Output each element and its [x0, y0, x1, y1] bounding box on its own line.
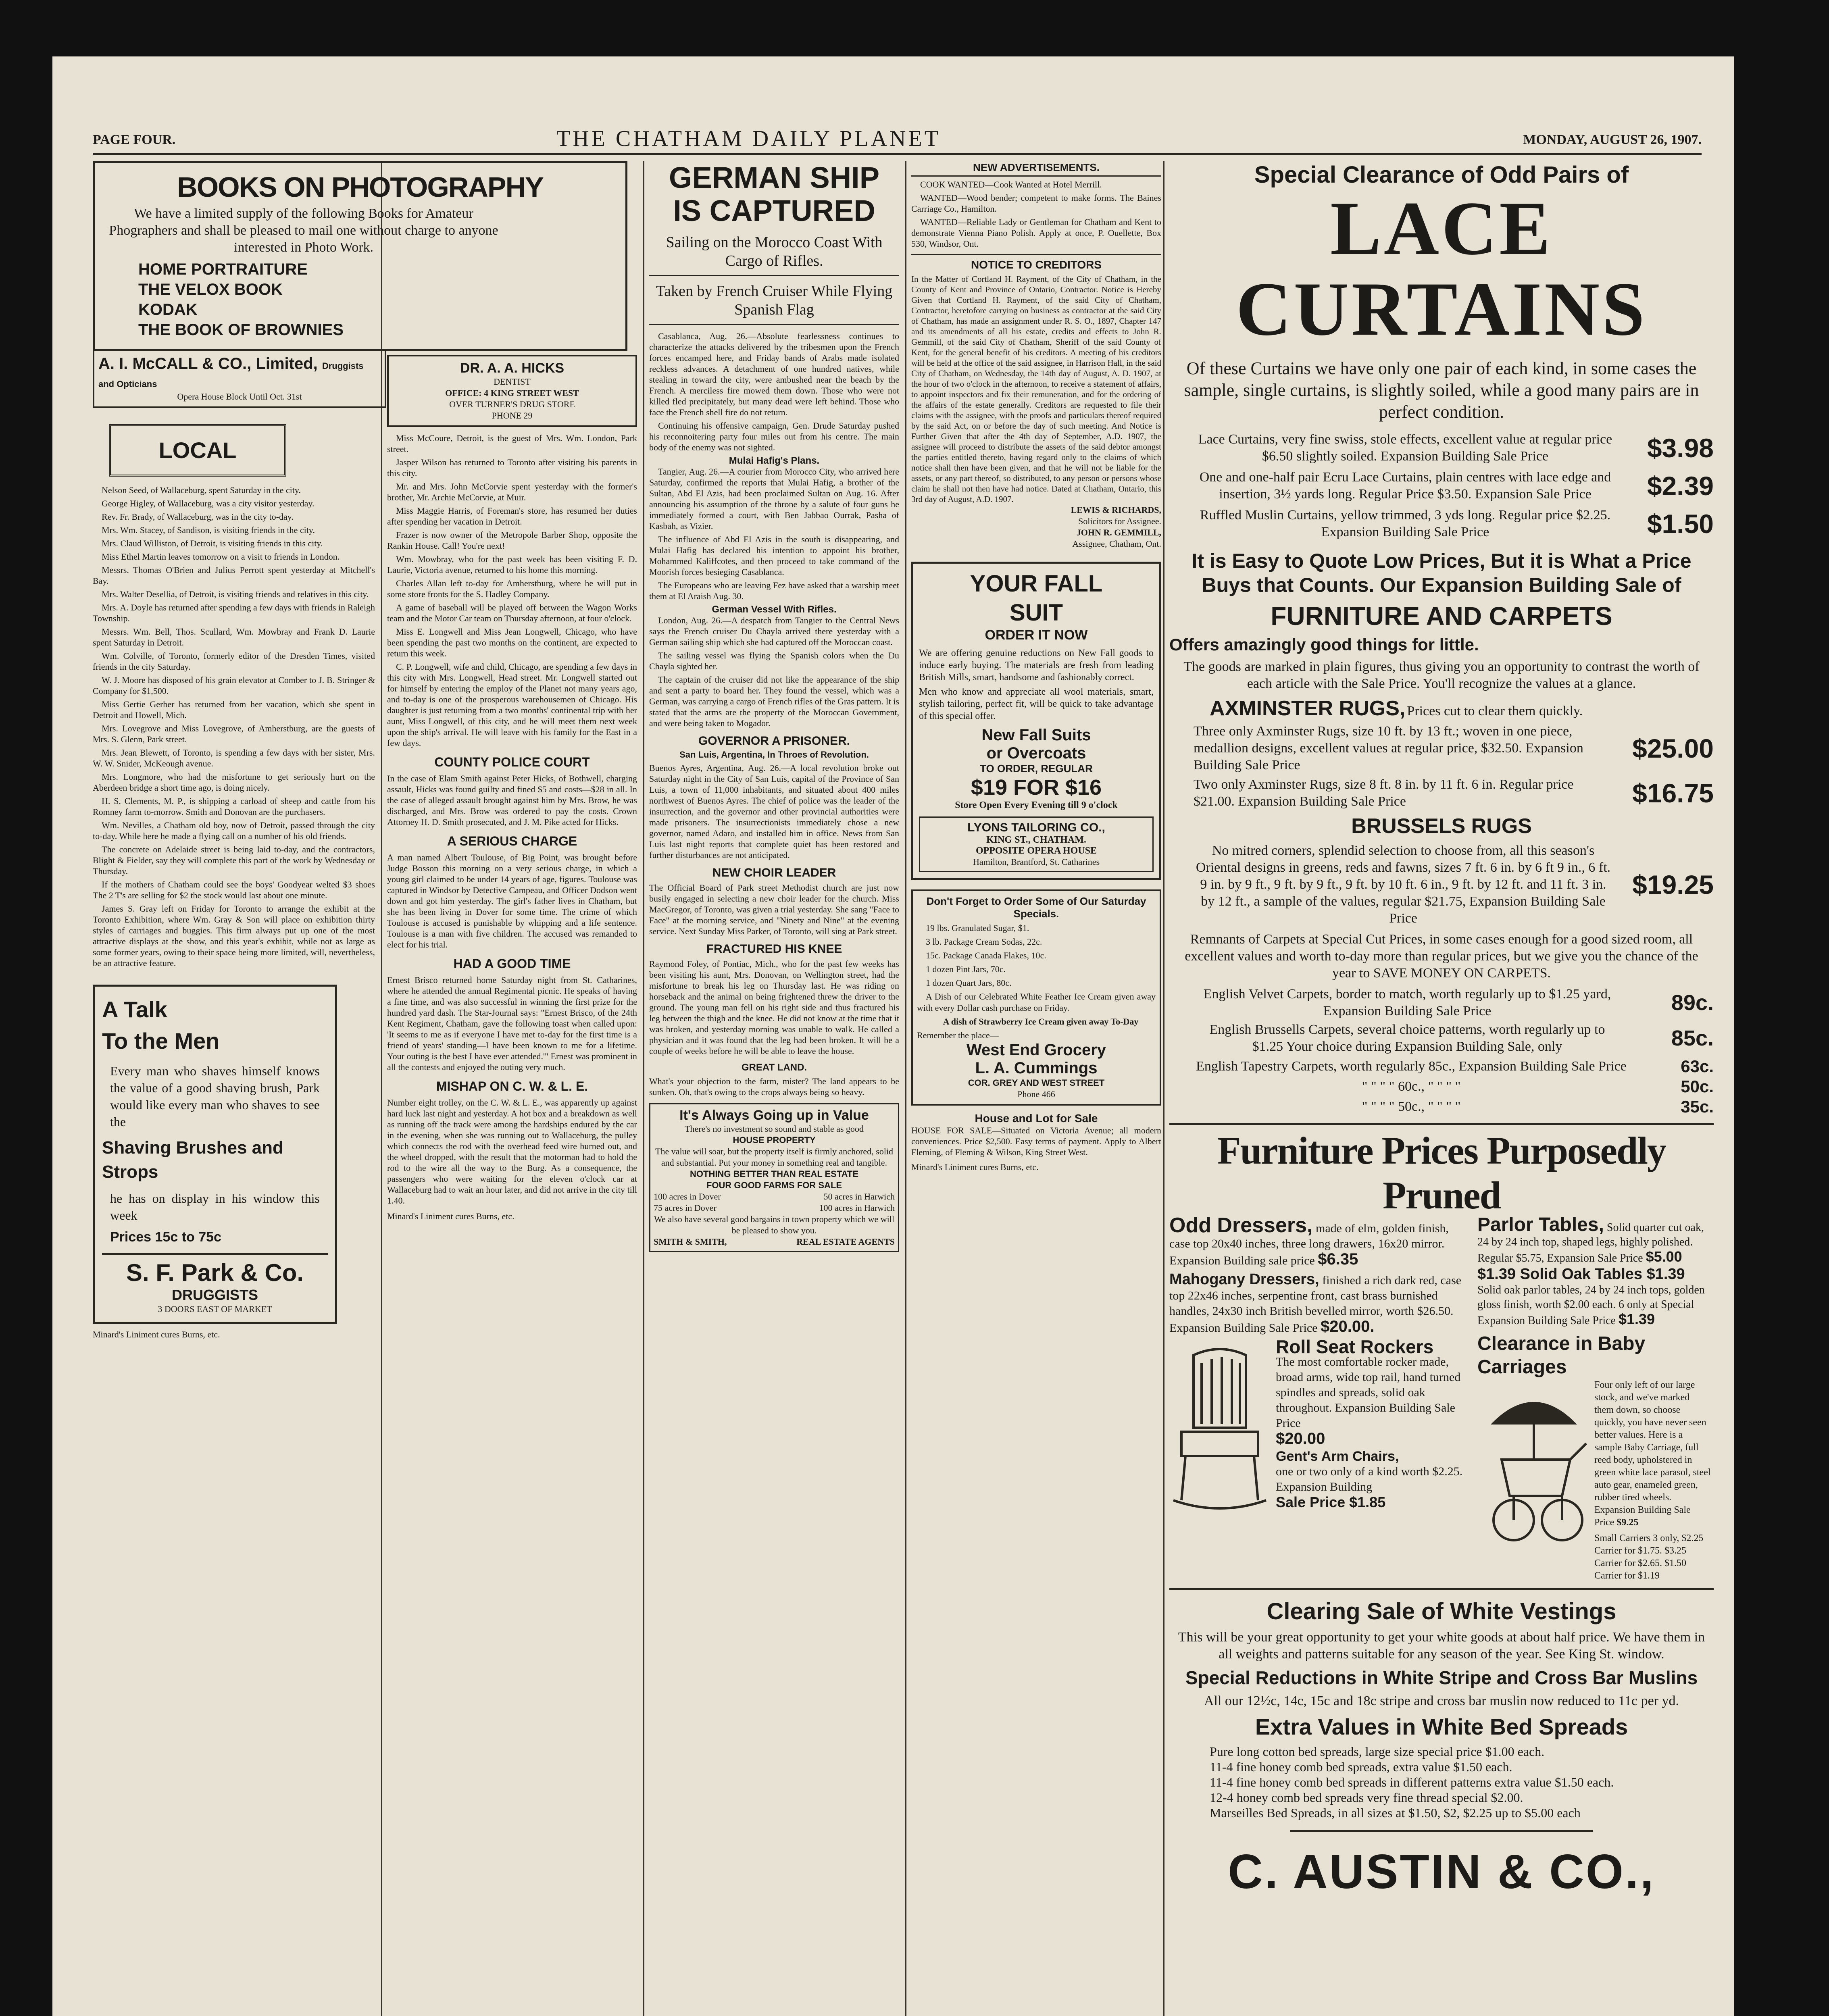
governor-sub: San Luis, Argentina, In Throes of Revolution. — [679, 750, 869, 760]
hicks-ad — [387, 355, 637, 427]
farm-listing: 50 acres in Harwich — [823, 1191, 895, 1202]
carriages-price: $9.25 — [1617, 1517, 1639, 1528]
grocery-item: 1 dozen Quart Jars, 80c. — [926, 978, 1012, 988]
governor-text: Buenos Ayres, Argentina, Aug. 26.—A local revolution broke out Saturday night in the City of San Luis, capital of the Province of San Luis, a town of 11,000 inhabitants, and situated about 400 miles northwest of Buenos Ayres. The chief of police was the leader of the insurrection, and the governor and other provincial authorities were made prisoners. The insurrectionists immediately chose a new governor, named Adaro, and installed him in office. News from San Luis last night reports that complete quiet has been restored and further disturbances are not anticipated. — [649, 763, 899, 860]
lace-item — [1194, 507, 1714, 541]
lace-item-price: $2.39 — [1647, 471, 1714, 501]
baby-carriage-illustration — [1477, 1379, 1590, 1548]
rug-item — [1194, 723, 1714, 774]
suit-ad-price: $19 FOR $16 — [971, 775, 1102, 800]
hicks-office: OFFICE: 4 KING STREET WEST — [445, 388, 579, 398]
article-subhead: German Vessel With Rifles. — [712, 604, 837, 615]
armchairs-desc: one or two only of a kind worth $2.25. Expansion Building — [1276, 1465, 1463, 1493]
vestings-heading: Clearing Sale of White Vestings — [1267, 1598, 1617, 1624]
article-paragraph: The Europeans who are leaving Fez have asked that a warship meet them at El Araish Aug. 30. — [649, 580, 899, 601]
real-estate-tag: NOTHING BETTER THAN REAL ESTATE — [690, 1169, 858, 1179]
carpet-item-desc: English Velvet Carpets, border to match, worth regularly up to $1.25 yard, Expansion Building Sale Price — [1203, 987, 1611, 1018]
furniture-carpets-heading: FURNITURE AND CARPETS — [1271, 602, 1612, 631]
local-item: H. S. Clements, M. P., is shipping a carload of sheep and cattle from his Romney farm to-morrow. Smith and Donovan are the purchasers. — [93, 796, 375, 817]
knee-text: Raymond Foley, of Pontiac, Mich., who for the past few weeks has been visiting his aunt, Mrs. Donovan, on Wellington street, had the misfortune to break his leg on Thursday last. He was riding on horseback and the animal on being frightened threw the driver to the ground. The young man fell on his right side and thus fractured his leg between the thigh and the knee. He did not know at the time that it was broken, and yesterday morning was unable to walk. He called a physician and it was found that the leg had been broken. It will be a couple of weeks before he will be able to leave the house. — [649, 959, 899, 1056]
serious-charge-text: A man named Albert Toulouse, of Big Point, was brought before Judge Bosson this morning on a very serious charge, in which a young girl claimed to be under 14 years of age, figures. Toulouse was captured in Windsor by Detective Campeau, and Officer Dodson went down and got him yesterday. The girl's father lives in Chatham, but she has been living in Dover for some time. The crime of which Toulouse is accused is punishable by whipping and a life sentence. Toulouse is a man with five children. The accused was remanded to elect for his trial. — [387, 852, 637, 950]
dressers-heading: Odd Dressers, — [1169, 1214, 1313, 1237]
local-item: Wm. Mowbray, who for the past week has been visiting F. D. Laurie, Victoria avenue, returned to his home this morning. — [387, 554, 637, 575]
lace-item-price: $1.50 — [1647, 509, 1714, 539]
rug-item-desc: Three only Axminster Rugs, size 10 ft. by 13 ft.; woven in one piece, medallion designs, excellent values at regular price, $32.50. Expansion Building Sale Price — [1194, 724, 1583, 773]
mishap-heading: MISHAP ON C. W. & L. E. — [436, 1079, 588, 1093]
local-item: Messrs. Thomas O'Brien and Julius Perrott spent yesterday at Mitchell's Bay. — [93, 565, 375, 586]
suit-ad-title3: ORDER IT NOW — [985, 627, 1088, 643]
carpet-item — [1194, 986, 1714, 1020]
mccall-store-kind: Druggists and Opticians — [98, 361, 364, 389]
column-rule — [905, 161, 906, 2016]
lace-item-price: $3.98 — [1647, 433, 1714, 463]
furniture-right — [1477, 1214, 1711, 1582]
lace-item — [1194, 431, 1714, 465]
fall-suit-ad — [911, 562, 1161, 880]
parlor-heading: Parlor Tables, — [1477, 1214, 1604, 1235]
local-item: Miss Maggie Harris, of Foreman's store, has resumed her duties after spending her vacation in Detroit. — [387, 506, 637, 527]
column-rule — [381, 161, 382, 2016]
local-item: Wm. Colville, of Toronto, formerly editor of the Dresden Times, visited friends in the city Saturday. — [93, 651, 375, 672]
column-rule — [643, 161, 644, 2016]
spread-item: Pure long cotton bed spreads, large size special price $1.00 each. — [1210, 1744, 1545, 1759]
article-paragraph: Tangier, Aug. 26.—A courier from Morocco City, who arrived here Saturday, confirmed the reports that Mulai Hafig, a brother of the Sultan, Abd El Azis, had been proclaimed Sultan on Aug. 16. After announcing his assumption of the throne by a salute of four guns he immediately formed a court, with Ben Jabbao Ourrak, Pasha of Kasbah, as Vizier. — [649, 467, 899, 531]
book-title: THE BOOK OF BROWNIES — [138, 321, 344, 339]
great-land-text: What's your objection to the farm, mister? The land appears to be sunken. Oh, that's owing to the crops always being so heavy. — [649, 1076, 899, 1097]
carpet-item — [1194, 1021, 1714, 1055]
real-estate-ad — [649, 1103, 899, 1252]
local-item: Wm. Nevilles, a Chatham old boy, now of Detroit, passed through the city to-day. While here he made a flying call on a number of his old friends. — [93, 820, 375, 841]
talk-ad-subtitle: To the Men — [102, 1028, 220, 1054]
real-estate-heading: It's Always Going up in Value — [679, 1108, 869, 1123]
grocery-store2: L. A. Cummings — [975, 1059, 1098, 1077]
german-ship-title2: IS CAPTURED — [673, 194, 875, 227]
mahogany-desc: finished a rich dark red, case top 22x46 inches, serpentine front, cast brass burnished handles, 24x30 inch British bevelled mirror, worth $26.50. Expansion Building Sale Price — [1169, 1274, 1462, 1335]
muslins-heading: Special Reductions in White Stripe and Cross Bar Muslins — [1185, 1667, 1698, 1688]
column-3 — [649, 161, 899, 2016]
armchairs-heading: Gent's Arm Chairs, — [1276, 1449, 1399, 1464]
mccall-footer — [93, 351, 386, 408]
police-court-text: In the case of Elam Smith against Peter Hicks, of Bothwell, charging assault, Hicks was found guilty and fined $5 and costs—$28 in all. In the case of alleged assault brought against him by Mrs. Brow, he was discharged, and Mrs. Brow was ordered to pay the costs. Crown Attorney H. D. Smith prosecuted, and J. M. Pike acted for Hicks. — [387, 773, 637, 827]
real-estate-firm: SMITH & SMITH, — [654, 1237, 727, 1247]
local-item: If the mothers of Chatham could see the boys' Goodyear welted $3 shoes The 2 T's are selling for $2 the stock would last about one minute. — [93, 879, 375, 900]
book-title: KODAK — [138, 301, 198, 319]
book-title: HOME PORTRAITURE — [138, 260, 308, 278]
spreads-heading: Extra Values in White Bed Spreads — [1255, 1714, 1628, 1739]
park-store-location: 3 DOORS EAST OF MARKET — [158, 1304, 272, 1314]
grocery-item: 19 lbs. Granulated Sugar, $1. — [926, 923, 1029, 933]
col2-local — [387, 433, 637, 748]
local-item: The concrete on Adelaide street is being laid to-day, and the contractors, Blight & Fielder, say they will complete this part of the work by Wednesday or Thursday. — [93, 844, 375, 876]
carpet-item-desc: " " " " 50c., " " " " — [1362, 1099, 1461, 1114]
rug-item — [1194, 776, 1714, 810]
spread-item: 11-4 fine honey comb bed spreads in different patterns extra value $1.50 each. — [1210, 1775, 1614, 1789]
local-item: Mr. and Mrs. John McCorvie spent yesterday with the former's brother, Mr. Archie McCorvie, at Muir. — [387, 481, 637, 502]
local-item: Jasper Wilson has returned to Toronto after visiting his parents in this city. — [387, 457, 637, 478]
lace-item-desc: One and one-half pair Ecru Lace Curtains, plain centres with lace edge and insertion, 3½ yards long. Regular Price $3.50. Expansion Sale Price — [1199, 470, 1611, 502]
article-subhead: Mulai Hafig's Plans. — [729, 455, 820, 466]
axminster-heading: AXMINSTER RUGS, — [1210, 697, 1406, 720]
suit-ad-offer2: or Overcoats — [986, 744, 1086, 762]
local-item: Mrs. Claud Williston, of Detroit, is visiting friends in this city. — [102, 538, 323, 548]
creditors-sig2: JOHN R. GEMMILL, — [1076, 527, 1161, 537]
spread-item: 11-4 fine honey comb bed spreads, extra value $1.50 each. — [1210, 1760, 1512, 1774]
real-estate-label: HOUSE PROPERTY — [733, 1135, 816, 1145]
german-ship-body — [649, 331, 899, 729]
parlor-price: $5.00 — [1646, 1248, 1682, 1265]
local-item: Miss E. Longwell and Miss Jean Longwell, Chicago, who have been spending the past two months on the continent, are expected to return this week. — [387, 627, 637, 658]
column-rule — [1163, 161, 1164, 2016]
brussels-heading: BRUSSELS RUGS — [1351, 814, 1532, 838]
carpet-item-price: 63c. — [1681, 1057, 1714, 1076]
minards-notice: Minard's Liniment cures Burns, etc. — [911, 1162, 1039, 1172]
page-number: PAGE FOUR. — [93, 132, 176, 147]
carpet-item — [1169, 1077, 1714, 1096]
local-item: Mrs. Wm. Stacey, of Sandison, is visiting friends in the city. — [102, 525, 315, 535]
suit-ad-title: YOUR FALL — [970, 571, 1103, 597]
german-ship-sub1: Sailing on the Morocco Coast With Cargo of Rifles. — [649, 233, 899, 276]
great-land-heading: GREAT LAND. — [741, 1062, 807, 1073]
grocery-remember: Remember the place— — [917, 1030, 999, 1040]
lyons-opp: OPPOSITE OPERA HOUSE — [975, 846, 1097, 856]
lace-intro: Of these Curtains we have only one pair of each kind, in some cases the sample, single curtains, is slightly soiled, while a good many pairs are in perfect condition. — [1184, 358, 1699, 422]
furniture-grid — [1169, 1214, 1714, 1582]
lyons-firm: LYONS TAILORING CO., — [967, 821, 1105, 834]
choir-text: The Official Board of Park street Methodist church are just now busily engaged in selecting a new choir leader for the church. Miss MacGregor, of Toronto, was given a trial yesterday. She sang "Face to Face" at the morning service, and "Ninety and Nine" at the evening service. Next Sunday Miss Parker, of Toronto, will sing at Park street. — [649, 883, 899, 936]
offers-line: Offers amazingly good things for little. — [1169, 635, 1479, 654]
local-item: George Higley, of Wallaceburg, was a city visitor yesterday. — [102, 498, 315, 508]
local-item: Mrs. Jean Blewett, of Toronto, is spending a few days with her sister, Mrs. W. W. Snider, McKeough avenue. — [93, 748, 375, 768]
books-ad-intro: We have a limited supply of the following Books for Amateur Phographers and shall be pleased to mail one without charge to anyone interested in Photo Work. — [109, 206, 498, 255]
local-heading: LOCAL — [109, 424, 286, 477]
local-item: Miss Gertie Gerber has returned from her vacation, which she spent in Detroit and Howell, Mich. — [93, 699, 375, 720]
books-ad — [93, 161, 627, 351]
furniture-prices-title: Furniture Prices Purposedly Pruned — [1217, 1129, 1666, 1217]
parlor-desc: Solid quarter cut oak, 24 by 24 inch top, shaped legs, highly polished. Regular $5.75, Expansion Sale Price — [1477, 1221, 1704, 1264]
books-ad-title: BOOKS ON PHOTOGRAPHY — [177, 171, 543, 203]
talk-to-men-ad — [93, 985, 337, 1324]
creditors-sig1: LEWIS & RICHARDS, — [1071, 505, 1161, 515]
classified-ad: WANTED—Wood bender; competent to make forms. The Baines Carriage Co., Hamilton. — [911, 193, 1161, 214]
carpet-item — [1169, 1057, 1714, 1076]
masthead — [93, 109, 1702, 155]
axminster-note: Prices cut to clear them quickly. — [1407, 704, 1583, 719]
carpet-item-desc: " " " " 60c., " " " " — [1362, 1079, 1461, 1094]
carpet-item-desc: English Tapestry Carpets, worth regularly 85c., Expansion Building Sale Price — [1196, 1059, 1627, 1074]
lace-heading: Special Clearance of Odd Pairs of — [1254, 162, 1629, 188]
article-paragraph: The captain of the cruiser did not like the appearance of the ship and sent a party to board her. They found the vessel, which was a German, was carrying a cargo of French rifles of the Gras pattern. It is stated that the arms are the property of the Moroccan Government, and were being taken to Mogador. — [649, 675, 899, 728]
grocery-item: A dish of Strawberry Ice Cream given away To-Day — [943, 1016, 1139, 1027]
lace-item — [1194, 469, 1714, 503]
house-sale-heading: House and Lot for Sale — [975, 1112, 1098, 1125]
article-paragraph: The sailing vessel was flying the Spanish colors when the Du Chayla sighted her. — [649, 650, 899, 671]
local-item: W. J. Moore has disposed of his grain elevator at Comber to J. B. Stringer & Company for $1,500. — [93, 675, 375, 696]
department-store-ad — [1169, 161, 1714, 2016]
german-ship-headline — [649, 161, 899, 227]
carriages-heading: Clearance in Baby Carriages — [1477, 1333, 1646, 1378]
carriages-desc: Four only left of our large stock, and we've marked them down, so choose quickly, you have never seen better values. Here is a sample Baby Carriage, full reed body, upholstered in green white lace parasol, steel auto gear, enameled green, rubber tired wheels. Expansion Building Sale Price — [1594, 1380, 1711, 1528]
rug-item-desc: Two only Axminster Rugs, size 8 ft. 8 in. by 11 ft. 6 in. Regular price $21.00. Expansion Building Sale Price — [1194, 777, 1574, 809]
minards-notice: Minard's Liniment cures Burns, etc. — [387, 1211, 515, 1221]
local-item: Mrs. A. Doyle has returned after spending a few days with friends in Raleigh Township. — [93, 602, 375, 623]
suit-ad-offer1: New Fall Suits — [981, 726, 1091, 744]
newspaper-page — [52, 56, 1734, 2016]
rockers-desc: The most comfortable rocker made, broad arms, wide top rail, hand turned spindles and spreads, solid oak throughout. Expansion Building Sale Price — [1276, 1355, 1461, 1430]
mccall-store-name: A. I. McCALL & CO., Limited, — [98, 355, 318, 373]
armchairs-price: Sale Price $1.85 — [1276, 1494, 1386, 1510]
spread-item: 12-4 honey comb bed spreads very fine thread special $2.00. — [1210, 1790, 1523, 1805]
local-item: Messrs. Wm. Bell, Thos. Scullard, Wm. Mowbray and Frank D. Laurie spent Saturday in Detroit. — [93, 627, 375, 648]
creditors-sig2b: Assignee, Chatham, Ont. — [1072, 539, 1161, 549]
talk-ad-body: Every man who shaves himself knows the value of a good shaving brush, Park would like every man who shaves to see the — [110, 1064, 320, 1129]
local-item: Nelson Seed, of Wallaceburg, spent Saturday in the city. — [102, 485, 301, 495]
minards-notice: Minard's Liniment cures Burns, etc. — [93, 1329, 220, 1339]
grocery-ad — [911, 889, 1161, 1106]
hicks-over: OVER TURNER'S DRUG STORE — [449, 399, 575, 409]
suit-ad-p2: Men who know and appreciate all wool materials, smart, stylish tailoring, perfect fit, will be quick to take advantage of this special offer. — [919, 687, 1154, 721]
suit-ad-title2: SUIT — [1009, 600, 1063, 626]
local-item: A game of baseball will be played off between the Wagon Works team and the Motor Car team on Thursday afternoon, at four o'clock. — [387, 602, 637, 623]
hicks-phone: PHONE 29 — [492, 410, 533, 421]
house-sale-text: HOUSE FOR SALE—Situated on Victoria Avenue; all modern conveniences. Price $2,500. Easy terms of payment. Apply to Albert Fleming, of Fleming & Wilson, King Street West. — [911, 1125, 1161, 1157]
local-item: Miss McCoure, Detroit, is the guest of Mrs. Wm. London, Park street. — [387, 433, 637, 454]
talk-ad-feature: Shaving Brushes and Strops — [102, 1138, 283, 1182]
lyons-branches: Hamilton, Brantford, St. Catharines — [973, 857, 1100, 867]
local-news — [93, 485, 375, 968]
article-paragraph: London, Aug. 26.—A despatch from Tangier to the Central News says the French cruiser Du Chayla arrived there yesterday with a German sailing ship which she had captured off the Moroccan coast. — [649, 615, 899, 647]
oak-tables-price: $1.39 — [1618, 1311, 1655, 1327]
rocker-illustration — [1169, 1339, 1270, 1524]
hicks-title: DENTIST — [494, 377, 531, 387]
lace-item-desc: Ruffled Muslin Curtains, yellow trimmed, 3 yds long. Regular price $2.25. Expansion Building Sale Price — [1200, 508, 1611, 539]
dressers-price: $6.35 — [1318, 1250, 1358, 1268]
talk-ad-body2: he has on display in his window this week — [110, 1191, 320, 1223]
goods-note: The goods are marked in plain figures, thus giving you an opportunity to contrast the worth of each article with the Sale Price. You'll recognize the values at a glance. — [1183, 659, 1700, 691]
real-estate-firm-kind: REAL ESTATE AGENTS — [796, 1237, 895, 1247]
spread-item: Marseilles Bed Spreads, in all sizes at $1.50, $2, $2.25 up to $5.00 each — [1210, 1806, 1581, 1820]
farm-listing: 100 acres in Dover — [654, 1191, 721, 1202]
suit-ad-offer3: TO ORDER, REGULAR — [980, 762, 1093, 775]
park-store-kind: DRUGGISTS — [171, 1287, 258, 1303]
dressers-desc: made of elm, golden finish, case top 20x40 inches, three long drawers, 16x20 mirror. Expansion Building sale price — [1169, 1222, 1449, 1267]
local-item: Mrs. Walter Desellia, of Detroit, is visiting friends and relatives in this city. — [102, 589, 369, 599]
carpet-item — [1169, 1097, 1714, 1116]
article-paragraph: The influence of Abd El Azis in the south is disappearing, and Mulai Hafig has declared his intention to appoint his brother, Mohammed Kaliffcotes, and then proceed to take command of the Moorish forces besieging Casablanca. — [649, 534, 899, 577]
carpet-item-price: 50c. — [1681, 1077, 1714, 1096]
local-item: Charles Allan left to-day for Amherstburg, where he will put in some store fronts for the S. Hadley Company. — [387, 578, 637, 599]
oak-tables-line: $1.39 Solid Oak Tables $1.39 — [1477, 1266, 1685, 1283]
talk-ad-title: A Talk — [102, 997, 167, 1022]
local-item: Frazer is now owner of the Metropole Barber Shop, opposite the Rankin House. Call! You're next! — [387, 530, 637, 551]
carpet-item-price: 85c. — [1671, 1026, 1714, 1050]
serious-charge-heading: A SERIOUS CHARGE — [447, 834, 577, 848]
grocery-addr: COR. GREY AND WEST STREET — [968, 1078, 1105, 1088]
creditors-sig1b: Solicitors for Assignee. — [1078, 516, 1161, 526]
local-item: C. P. Longwell, wife and child, Chicago, are spending a few days in this city with Mrs. Longwell, Head street. Mr. Longwell started out for himself by entering the employ of the Planet not many years ago, and to-day is one of the prosperous warehousemen of Chicago. His daughter is just returning from a two months' continental trip with her aunt, Miss Longwell, of this city, and he will meet them next week upon the ship's arrival. He will leave with his family for the East in a few days. — [387, 662, 637, 748]
knee-heading: FRACTURED HIS KNEE — [706, 942, 842, 956]
suit-ad-hours: Store Open Every Evening till 9 o'clock — [955, 800, 1118, 810]
books-ad-titles — [138, 259, 618, 340]
talk-ad-prices: Prices 15c to 75c — [110, 1229, 221, 1245]
mccall-store-note: Opera House Block Until Oct. 31st — [177, 392, 302, 402]
new-ads-list — [911, 179, 1161, 249]
classified-ad: COOK WANTED—Cook Wanted at Hotel Merrill. — [920, 179, 1102, 190]
local-item: Rev. Fr. Brady, of Wallaceburg, was in the city to-day. — [102, 512, 294, 522]
good-time-text: Ernest Brisco returned home Saturday night from St. Catharines, where he attended the annual Regimental picnic. He speaks of having a fine time, and was also successful in winning the first prize for the hundred yard dash. The Star-Journal says: "Ernest Brisco, of the 24th Kent Regiment, Chatham, gave the following toast when called upon: 'It seems to me as if everyone I have met to-day for the first time is a friend of years' standing—I have been known to me for a lifetime. Your outing is the best I have ever attended.'" Ernest was prominent in all the contests and enjoyed the outing very much. — [387, 975, 637, 1072]
column-2 — [387, 355, 637, 2016]
creditors-text: In the Matter of Cortland H. Rayment, of the City of Chatham, in the County of Kent and Province of Ontario, Contractor. Notice is Hereby Given that Cortland H. Rayment, of the said City of Chatham, Contractor, heretofore carrying on business as contractor at the said City of Chatham, has made an assignment under R. S. O., 1897, Chapter 147 and its amendments of all his estate, credits and effects to John R. Gemmill, of the said City of Chatham, Sheriff of the said County of Kent, for the general benefit of his creditors. A meeting of his creditors will be held at the office of the said assignee, in Harrison Hall, in the said City of Chatham, on Wednesday, the 14th day of August, A. D. 1907, at the hour of two o'clock in the afternoon, to receive a statement of affairs, to appoint inspectors and fix their remuneration, and for the ordering of the affairs of the estate generally. Creditors are requested to file their claims with the assignee, with the proofs and particulars thereof required by the said Act, on or before the day of such meeting. And Notice is Further Given that after the 4th day of September, A.D. 1907, the assignee will proceed to distribute the assets of the said debtor amongst the parties entitled thereto, having regard only to the claims of which notice shall then have been given, and that he will not be liable for the assets, or any part thereof, so distributed, to any person or persons whose claim he shall not then have had notice. Dated at Chatham, Ontario, this 3rd day of August, A.D. 1907. — [911, 274, 1161, 504]
newspaper-title: THE CHATHAM DAILY PLANET — [556, 126, 941, 151]
real-estate-note: We also have several good bargains in town property which we will be pleased to show you. — [654, 1214, 894, 1235]
classified-ad: WANTED—Reliable Lady or Gentleman for Chatham and Kent to demonstrate Vienna Piano Polish. Apply at once, P. Ouellette, Box 530, Windsor, Ont. — [911, 217, 1161, 249]
rockers-heading: Roll Seat Rockers — [1276, 1336, 1434, 1357]
mishap-text: Number eight trolley, on the C. W. & L. E., was apparently up against hard luck last night and yesterday. A hot box and a breakdown as well as running off the track were among the hardships endured by the car in the evening, when she was running out to Wallaceburg, the pulley which connects the rod with the overhead feed wire burned out, and the wheel dropped, with the result that the motorman had to hold the rod to the wire all the way to the Burg. As a consequence, the passengers who were waiting for the eleven o'clock car at Wallaceburg had to wait an hour later, and did not arrive in the city till 1.40. — [387, 1098, 637, 1206]
lyons-addr: KING ST., CHATHAM. — [986, 835, 1086, 845]
grocery-item: 3 lb. Package Cream Sodas, 22c. — [926, 937, 1042, 947]
austin-store-name: C. AUSTIN & CO., — [1228, 1845, 1655, 1899]
furniture-left — [1169, 1214, 1468, 1582]
carpet-item-price: 89c. — [1671, 991, 1714, 1015]
book-title: THE VELOX BOOK — [138, 281, 283, 298]
brussels-price: $19.25 — [1632, 870, 1714, 900]
new-ads-heading: NEW ADVERTISEMENTS. — [911, 161, 1161, 177]
local-item: Miss Ethel Martin leaves tomorrow on a visit to friends in London. — [102, 552, 340, 562]
mahogany-price: $20.00. — [1320, 1318, 1375, 1335]
farm-listing: 100 acres in Harwich — [819, 1203, 895, 1213]
grocery-item: 15c. Package Canada Flakes, 10c. — [926, 950, 1046, 960]
grocery-store1: West End Grocery — [966, 1041, 1106, 1059]
carpet-item-desc: English Brussells Carpets, several choice patterns, worth regularly up to $1.25 Your choice during Expansion Building Sale, only — [1209, 1022, 1605, 1054]
remnants-note: Remnants of Carpets at Special Cut Prices, in some cases enough for a good sized room, all excellent values and worth to-day more than regular prices, but we give you the chance of the year to SAVE MONEY ON CARPETS. — [1185, 932, 1698, 981]
vestings-text: This will be your great opportunity to get your white goods at about half price. We have them in all weights and patterns suitable for any season of the year. See King St. window. — [1178, 1630, 1705, 1662]
spreads-list — [1210, 1744, 1714, 1820]
grocery-item: 1 dozen Pint Jars, 70c. — [926, 964, 1006, 974]
mahogany-heading: Mahogany Dressers, — [1169, 1271, 1319, 1288]
rug-item — [1194, 842, 1714, 927]
police-court-heading: COUNTY POLICE COURT — [434, 755, 590, 769]
grocery-title: Don't Forget to Order Some of Our Saturday Specials. — [926, 895, 1146, 920]
local-item: Mrs. Lovegrove and Miss Lovegrove, of Amherstburg, are the guests of Mrs. S. Glenn, Park street. — [93, 723, 375, 744]
governor-heading: GOVERNOR A PRISONER. — [698, 734, 850, 748]
carriers-desc: Small Carriers 3 only, $2.25 Carrier for $1.75. $3.25 Carrier for $2.65. $1.50 Carrier for $1.19 — [1594, 1533, 1704, 1581]
article-paragraph: Casablanca, Aug. 26.—Absolute fearlessness continues to characterize the attacks delivered by the tribesmen upon the French forces encamped here, and Friday bands of Arabs made isolated reckless advances. A detachment of one hundred natives, while stealing in toward the city, were ambushed near the beach by the French. A merciless fire mowed them down. Those who were not killed fled precipitately, but many dead were left behind. Those who face the French shell fire do not return. — [649, 331, 899, 417]
suit-ad-p1: We are offering genuine reductions on New Fall goods to induce early buying. The materials are fresh from leading British Mills, smart, handsome and fashionably correct. — [919, 648, 1154, 683]
german-ship-sub2: Taken by French Cruiser While Flying Spanish Flag — [649, 282, 899, 325]
german-ship-title: GERMAN SHIP — [669, 161, 880, 194]
real-estate-farms: FOUR GOOD FARMS FOR SALE — [706, 1180, 842, 1190]
park-store-name: S. F. Park & Co. — [126, 1259, 304, 1286]
rockers-price: $20.00 — [1276, 1430, 1325, 1447]
brussels-desc: No mitred corners, splendid selection to choose from, all this season's Oriental designs in greens, reds and fawns, sizes 7 ft. 6 in. by 6 ft 9 in., 6 ft. 9 in. by 9 ft., 9 ft. by 9 ft., 9 ft. by 10 ft. 6 in., 9 ft. by 12 ft. and 11 ft. 3 in. by 12 ft., a sample of the values, regular $21.75, Expansion Building Sale Price — [1196, 843, 1611, 926]
easy-quote: It is Easy to Quote Low Prices, But it is What a Price Buys that Counts. Our Expansion Building Sale of — [1192, 550, 1692, 596]
real-estate-text: There's no investment so sound and stable as good — [685, 1124, 864, 1134]
lace-item-desc: Lace Curtains, very fine swiss, stole effects, excellent value at regular price $6.50 slightly soiled. Expansion Building Sale Price — [1198, 432, 1612, 464]
local-item: Mrs. Longmore, who had the misfortune to get seriously hurt on the Aberdeen bridge a short time ago, is doing nicely. — [93, 772, 375, 793]
muslins-text: All our 12½c, 14c, 15c and 18c stripe and cross bar muslin now reduced to 11c per yd. — [1204, 1693, 1679, 1708]
issue-date: MONDAY, AUGUST 26, 1907. — [1523, 132, 1702, 147]
rug-item-price: $16.75 — [1632, 778, 1714, 808]
choir-heading: NEW CHOIR LEADER — [712, 866, 836, 879]
real-estate-text2: The value will soar, but the property itself is firmly anchored, solid and substantial. Put your money in something real and tangible. — [655, 1146, 893, 1168]
oak-tables-desc: Solid oak parlor tables, 24 by 24 inch tops, golden gloss finish, worth $2.00 each. 6 only at Special Expansion Building Sale Price — [1477, 1284, 1705, 1327]
hicks-name: DR. A. A. HICKS — [460, 360, 565, 376]
farm-listing: 75 acres in Dover — [654, 1203, 717, 1213]
good-time-heading: HAD A GOOD TIME — [453, 956, 571, 971]
article-paragraph: Continuing his offensive campaign, Gen. Drude Saturday pushed his reconnoitering party four miles out from his centre. The main body of the enemy was not sighted. — [649, 421, 899, 452]
lace-title: LACE CURTAINS — [1236, 186, 1647, 352]
column-4 — [911, 161, 1161, 2016]
creditors-heading: NOTICE TO CREDITORS — [911, 254, 1161, 271]
grocery-item: A Dish of our Celebrated White Feather Ice Cream given away with every Dollar cash purchase on Friday. — [917, 991, 1156, 1013]
grocery-phone: Phone 466 — [1017, 1089, 1055, 1099]
carpet-item-price: 35c. — [1681, 1097, 1714, 1116]
local-item: James S. Gray left on Friday for Toronto to arrange the exhibit at the Toronto Exhibition, where Wm. Gray & Son will place on exhibition thirty styles of carriages and buggies. This firm always put up one of the most attractive displays at the show, and this year's exhibit, while not as large as some former years, owing to their space being more limited, will, nevertheless, be an attractive feature. — [93, 904, 375, 968]
rug-item-price: $25.00 — [1632, 733, 1714, 763]
